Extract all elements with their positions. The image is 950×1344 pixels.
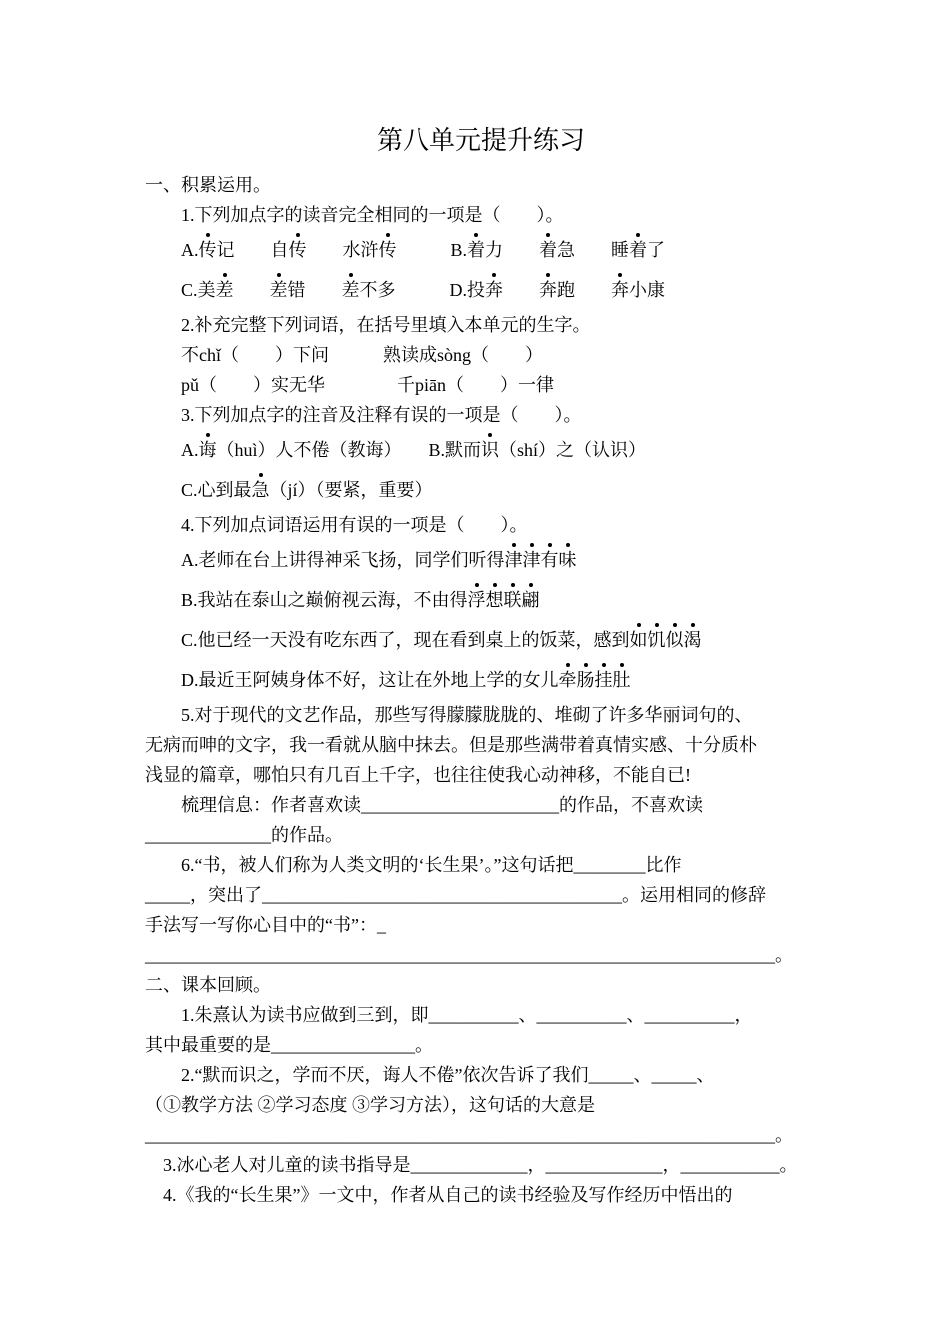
text-segment: 无病而呻的文字，我一看就从脑中抹去。但是那些满带着真情实感、十分质朴 xyxy=(145,735,757,755)
blank-underline: __________ xyxy=(428,1005,519,1025)
text-segment: 。运用相同的修辞 xyxy=(622,885,766,905)
q5-passage-2 xyxy=(145,730,817,760)
emphasis-dotted-text: 奔 xyxy=(611,280,630,300)
text-segment: 水浒 xyxy=(306,240,379,260)
emphasis-dotted-text: 着 xyxy=(467,240,486,260)
text-segment: 6.“书，被人们称为人类文明的‘长生果’。”这句话把 xyxy=(181,855,574,875)
text-segment: 不多 D.投 xyxy=(359,280,486,300)
text-segment: 2.补充完整下列词语，在括号里填入本单元的生字。 xyxy=(181,315,591,335)
blank-underline: ________________________________________ xyxy=(262,885,622,905)
text-segment: （shí）之（认识） xyxy=(499,440,647,460)
review-2-line-2 xyxy=(145,1090,817,1120)
text-segment: ，突出了 xyxy=(190,885,262,905)
q5-task-line-1 xyxy=(145,790,817,820)
text-segment: 力 xyxy=(485,240,540,260)
q6-line-1 xyxy=(145,850,817,880)
q1-options-cd xyxy=(145,270,817,310)
emphasis-dotted-text: 差 xyxy=(215,280,234,300)
blank-underline: ______________________________________________________________________ xyxy=(145,1125,775,1145)
q6-line-2 xyxy=(145,880,817,910)
blank-underline: __________ xyxy=(644,1005,735,1025)
text-segment: 、 xyxy=(626,1005,645,1025)
text-segment: C.美 xyxy=(181,280,216,300)
review-4-line xyxy=(145,1180,817,1210)
text-segment: 的作品，不喜欢读 xyxy=(559,795,703,815)
text-segment: 4.《我的“长生果”》一文中，作者从自己的读书经验及写作经历中悟出的 xyxy=(163,1185,733,1205)
text-segment: 梳理信息：作者喜欢读 xyxy=(181,795,361,815)
q6-answer-underline xyxy=(145,940,817,970)
text-segment: 、 xyxy=(633,1065,652,1085)
blank-underline: _____________ xyxy=(545,1155,663,1175)
blank-underline: _____ xyxy=(651,1065,697,1085)
text-segment: 。 xyxy=(775,945,793,965)
emphasis-dotted-text: 诲 xyxy=(198,440,217,460)
text-segment: A.老师在台上讲得神采飞扬，同学们听得 xyxy=(181,550,505,570)
emphasis-dotted-text: 差 xyxy=(269,280,288,300)
text-segment xyxy=(234,280,270,300)
q3-stem xyxy=(145,400,817,430)
text-segment: 跑 xyxy=(557,280,612,300)
text-segment: C.他已经一天没有吃东西了，现在看到桌上的饭菜，感到 xyxy=(181,630,630,650)
review-3-line xyxy=(145,1150,817,1180)
review-2-line-1 xyxy=(145,1060,817,1090)
text-segment: ， xyxy=(527,1155,546,1175)
emphasis-dotted-text: 牵肠挂肚 xyxy=(558,670,631,690)
q2-stem xyxy=(145,310,817,340)
text-segment: 。 xyxy=(775,1125,793,1145)
text-segment: 1.下列加点字的读音完全相同的一项是（ ）。 xyxy=(181,205,564,225)
blank-underline: ______________________________________________________________________ xyxy=(145,945,775,965)
blank-underline: ___________ xyxy=(680,1155,780,1175)
text-segment: ， xyxy=(734,1005,753,1025)
text-segment: 、 xyxy=(696,1065,715,1085)
text-segment: 比作 xyxy=(645,855,682,875)
q2-row-1 xyxy=(145,340,817,370)
text-segment: （①教学方法 ②学习态度 ③学习方法），这句话的大意是 xyxy=(145,1095,595,1115)
blank-underline: ______________ xyxy=(145,825,271,845)
emphasis-dotted-text: 津津有味 xyxy=(504,550,577,570)
emphasis-dotted-text: 差 xyxy=(341,280,360,300)
text-segment: 2.“默而识之，学而不厌，诲人不倦”依次告诉了我们 xyxy=(181,1065,589,1085)
emphasis-dotted-text: 传 xyxy=(198,240,217,260)
q3-options-ab xyxy=(145,430,817,470)
review-2-answer-underline xyxy=(145,1120,817,1150)
text-segment: 错 xyxy=(287,280,342,300)
text-segment: 3.下列加点字的注音及注释有误的一项是（ ）。 xyxy=(181,405,582,425)
q5-passage-1 xyxy=(145,700,817,730)
text-segment: （huì）人不倦（教诲） B.默而 xyxy=(216,440,482,460)
text-segment: 、 xyxy=(518,1005,537,1025)
q4-stem xyxy=(145,510,817,540)
blank-underline: _____ xyxy=(145,885,190,905)
text-segment: B.我站在泰山之巅俯视云海，不由得 xyxy=(181,590,468,610)
text-segment: 了 xyxy=(647,240,666,260)
emphasis-dotted-text: 如饥似渴 xyxy=(629,630,702,650)
document-body xyxy=(145,170,817,1210)
text-segment xyxy=(503,280,539,300)
text-segment: 4.下列加点词语运用有误的一项是（ ）。 xyxy=(181,515,528,535)
q4-option-a xyxy=(145,540,817,580)
emphasis-dotted-text: 着 xyxy=(539,240,558,260)
emphasis-dotted-text: 传 xyxy=(378,240,397,260)
emphasis-dotted-text: 浮想联翩 xyxy=(467,590,540,610)
text-segment: ， xyxy=(662,1155,681,1175)
q5-passage-3 xyxy=(145,760,817,790)
text-segment: pǔ（ ）实无华 千piān（ ）一律 xyxy=(181,375,554,395)
text-segment: 浅显的篇章，哪怕只有几百上千字，也往往使我心动神移，不能自已! xyxy=(145,765,691,785)
q4-option-d xyxy=(145,660,817,700)
q2-row-2 xyxy=(145,370,817,400)
text-segment: 记 自 xyxy=(216,240,289,260)
text-segment: （jí）（要紧，重要） xyxy=(269,480,433,500)
q4-option-c xyxy=(145,620,817,660)
blank-underline: _____ xyxy=(588,1065,634,1085)
emphasis-dotted-text: 着 xyxy=(629,240,648,260)
text-segment: 手法写一写你心目中的“书”： xyxy=(145,915,377,935)
emphasis-dotted-text: 识 xyxy=(481,440,500,460)
q1-stem xyxy=(145,200,817,230)
text-segment: 5.对于现代的文艺作品，那些写得朦朦胧胧的、堆砌了许多华丽词句的、 xyxy=(181,705,753,725)
blank-underline: _ xyxy=(376,915,386,935)
blank-underline: ________ xyxy=(573,855,646,875)
blank-underline: ______________________ xyxy=(361,795,559,815)
blank-underline: __________ xyxy=(536,1005,627,1025)
text-segment: 二、课本回顾。 xyxy=(145,975,271,995)
text-segment: 不chǐ（ ）下问 熟读成sòng（ ） xyxy=(181,345,543,365)
emphasis-dotted-text: 急 xyxy=(251,480,270,500)
review-1-line-2 xyxy=(145,1030,817,1060)
section-review-header xyxy=(145,970,817,1000)
text-segment: 1.朱熹认为读书应做到三到，即 xyxy=(181,1005,429,1025)
text-segment: 的作品。 xyxy=(271,825,343,845)
q1-options-ab xyxy=(145,230,817,270)
q3-option-c xyxy=(145,470,817,510)
text-segment: 急 睡 xyxy=(557,240,630,260)
text-segment: B. xyxy=(396,240,468,260)
blank-underline: _____________ xyxy=(410,1155,528,1175)
text-segment: 。 xyxy=(415,1035,433,1055)
q4-option-b xyxy=(145,580,817,620)
text-segment: A. xyxy=(181,240,199,260)
text-segment: 一、积累运用。 xyxy=(145,175,271,195)
text-segment: 小康 xyxy=(629,280,666,300)
text-segment: D.最近王阿姨身体不好，这让在外地上学的女儿 xyxy=(181,670,559,690)
text-segment: C.心到最 xyxy=(181,480,252,500)
text-segment: A. xyxy=(181,440,199,460)
text-segment: 3.冰心老人对儿童的读书指导是 xyxy=(163,1155,411,1175)
text-segment: 其中最重要的是 xyxy=(145,1035,271,1055)
text-segment: 。 xyxy=(779,1155,798,1175)
q6-line-3 xyxy=(145,910,817,940)
q5-task-line-2 xyxy=(145,820,817,850)
section-accumulation-header xyxy=(145,170,817,200)
review-1-line-1 xyxy=(145,1000,817,1030)
page-title: 第八单元提升练习 xyxy=(376,126,585,155)
emphasis-dotted-text: 传 xyxy=(288,240,307,260)
blank-underline: ________________ xyxy=(271,1035,415,1055)
emphasis-dotted-text: 奔 xyxy=(485,280,504,300)
emphasis-dotted-text: 奔 xyxy=(539,280,558,300)
